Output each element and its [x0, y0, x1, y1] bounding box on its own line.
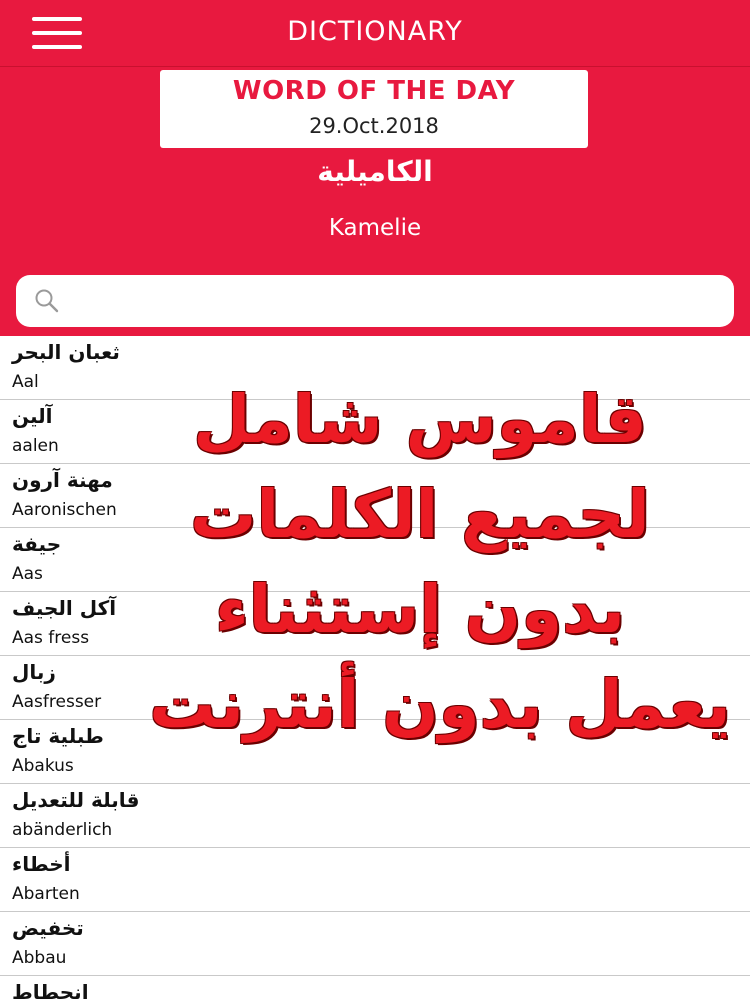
list-item-arabic: ثعبان البحر	[12, 340, 120, 364]
list-item-german: Aasfresser	[12, 692, 102, 712]
promo-line-1: قاموس شامل	[193, 381, 647, 458]
promo-line-4: يعمل بدون أنترنت	[149, 666, 731, 743]
app-title: DICTIONARY	[287, 16, 463, 47]
list-item-arabic: طبلية تاج	[12, 724, 104, 748]
list-item-arabic: مهنة آرون	[12, 468, 113, 492]
list-item-german: Aaronischen	[12, 500, 117, 520]
list-item[interactable]	[0, 656, 750, 720]
word-of-the-day-date: 29.Oct.2018	[309, 114, 439, 138]
word-list	[0, 336, 750, 1000]
list-item-arabic: جيفة	[12, 532, 62, 556]
list-item[interactable]	[0, 400, 750, 464]
list-item-arabic: انحطاط	[12, 980, 89, 1000]
list-item[interactable]	[0, 976, 750, 1000]
word-of-the-day-section[interactable]	[0, 66, 750, 271]
list-item[interactable]	[0, 336, 750, 400]
list-item[interactable]	[0, 720, 750, 784]
list-item-german: Aas fress	[12, 628, 90, 648]
list-item[interactable]	[0, 848, 750, 912]
list-item-german: Aas	[12, 564, 43, 584]
list-item-arabic: آلين	[12, 404, 53, 428]
top-app-bar	[0, 0, 750, 66]
list-item-german: aalen	[12, 436, 59, 456]
list-item-german: Abbau	[12, 948, 67, 968]
list-item-arabic: قابلة للتعديل	[12, 788, 140, 812]
search-input[interactable]	[74, 281, 718, 323]
word-of-the-day-german: Kamelie	[328, 215, 422, 241]
list-item[interactable]	[0, 464, 750, 528]
search-bar	[0, 270, 750, 336]
search-box[interactable]	[16, 275, 734, 327]
list-item-arabic: آكل الجيف	[12, 596, 117, 620]
promo-line-3: بدون إستثناء	[214, 571, 626, 648]
list-item[interactable]	[0, 528, 750, 592]
list-item-german: abänderlich	[12, 820, 113, 840]
list-item-arabic: تخفيض	[12, 916, 84, 940]
promo-line-2: لجميع الكلمات	[190, 476, 650, 553]
list-item-arabic: أخطاء	[12, 852, 71, 876]
word-of-the-day-card	[160, 70, 588, 148]
list-item-german: Aal	[12, 372, 39, 392]
search-icon	[34, 288, 60, 314]
list-item[interactable]	[0, 912, 750, 976]
word-of-the-day-arabic: الكاميلية	[317, 155, 433, 188]
list-item-german: Abakus	[12, 756, 74, 776]
list-item-german: Abarten	[12, 884, 80, 904]
word-of-the-day-heading: WORD OF THE DAY	[232, 76, 516, 106]
list-item[interactable]	[0, 592, 750, 656]
list-item-arabic: زبال	[12, 660, 56, 684]
list-item[interactable]	[0, 784, 750, 848]
